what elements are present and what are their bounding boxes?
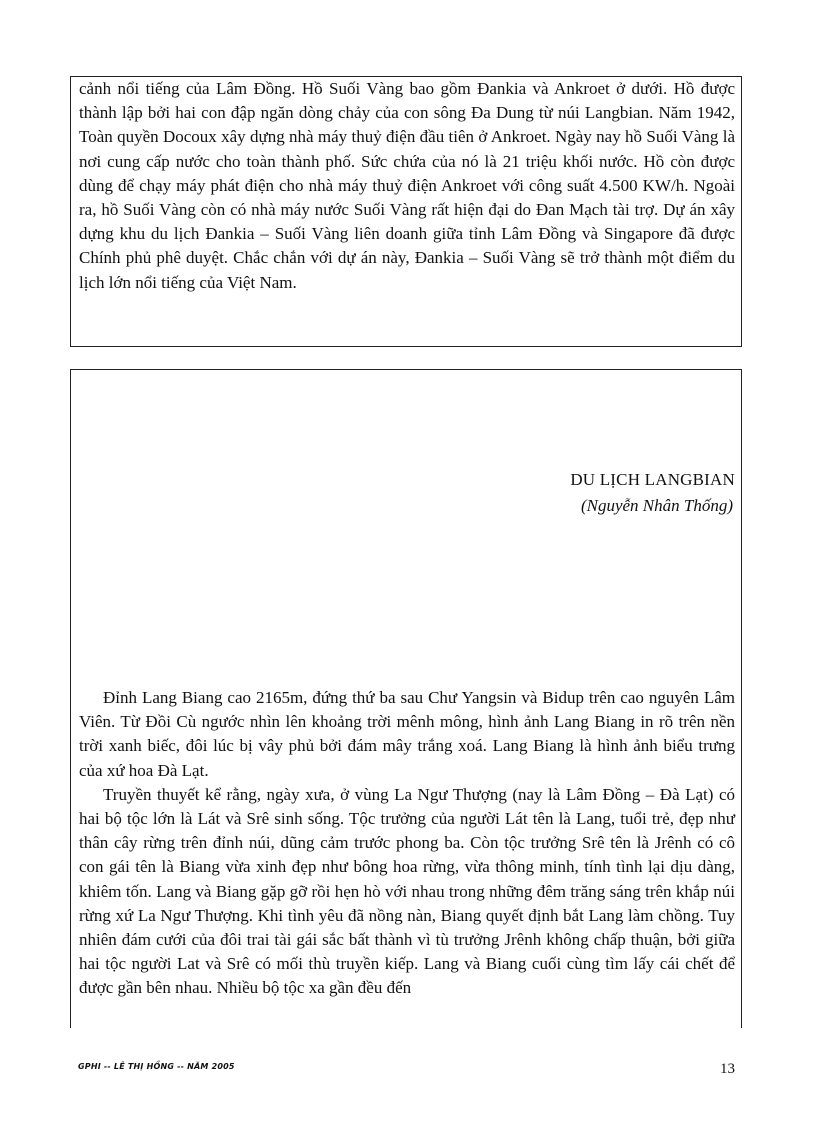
top-text-box	[70, 76, 742, 347]
article-box	[70, 369, 742, 1028]
article-author: (Nguyễn Nhân Thống)	[580, 496, 733, 515]
article-paragraph-2: Truyền thuyết kể rằng, ngày xưa, ở vùng La Ngư Thượng (nay là Lâm Đồng – Đà Lạt) có hai bộ tộc lớn là Lát và Srê sinh sống. Tộc trưởng của người Lát tên là Lang, tuổi trẻ, đẹp như thân cây rừng trên đỉnh núi, dũng cảm trước phong ba. Còn tộc trưởng Srê tên là Jrênh có cô con gái tên là Biang vừa xinh đẹp như bông hoa rừng, vừa thông minh, tính tình lại dịu dàng, khiêm tốn. Lang và Biang gặp gỡ rồi hẹn hò với nhau trong những đêm trăng sáng trên khắp núi rừng xứ La Ngư Thượng. Khi tình yêu đã nồng nàn, Biang quyết định bắt Lang làm chồng. Tuy nhiên đám cưới của đôi trai tài gái sắc bất thành vì tù trưởng Jrênh không chấp thuận, bởi giữa hai tộc người Lat và Srê có mối thù truyền kiếp. Lang và Biang cuối cùng tìm lấy cái chết để được gần bên nhau. Nhiều bộ tộc xa gần đều đến	[79, 784, 735, 998]
article-title: DU LỊCH LANGBIAN	[570, 470, 735, 489]
top-paragraph: cảnh nổi tiếng của Lâm Đồng. Hồ Suối Vàng bao gồm Đankia và Ankroet ở dưới. Hồ được thành lập bởi hai con đập ngăn dòng chảy của con sông Đa Dung từ núi Langbian. Năm 1942, Toàn quyền Docoux xây dựng nhà máy thuỷ điện đầu tiên ở Ankroet. Ngày nay hồ Suối Vàng là nơi cung cấp nước cho toàn thành phố. Sức chứa của nó là 21 triệu khối nước. Hồ còn được dùng để chạy máy phát điện cho nhà máy thuỷ điện Ankroet với công suất 4.500 KW/h. Ngoài ra, hồ Suối Vàng còn có nhà máy nước Suối Vàng rất hiện đại do Đan Mạch tài trợ. Dự án xây dựng khu du lịch Đankia – Suối Vàng liên doanh giữa tỉnh Lâm Đồng và Singapore đã được Chính phủ phê duyệt. Chắc chắn với dự án này, Đankia – Suối Vàng sẽ trở thành một điểm du lịch lớn nổi tiếng của Việt Nam.	[79, 79, 735, 292]
article-paragraph-1: Đỉnh Lang Biang cao 2165m, đứng thứ ba sau Chư Yangsin và Bidup trên cao nguyên Lâm Viên. Từ Đồi Cù ngước nhìn lên khoảng trời mênh mông, hình ảnh Lang Biang in rõ trên nền trời xanh biếc, đôi lúc bị vây phủ bởi đám mây trắng xoá. Lang Biang là hình ảnh biểu trưng của xứ hoa Đà Lạt.	[79, 688, 735, 780]
page-number: 13	[720, 1061, 735, 1077]
article-body	[79, 686, 735, 1001]
footer-credit: GPHI -- LÊ THỊ HỒNG -- NĂM 2005	[78, 1062, 235, 1071]
